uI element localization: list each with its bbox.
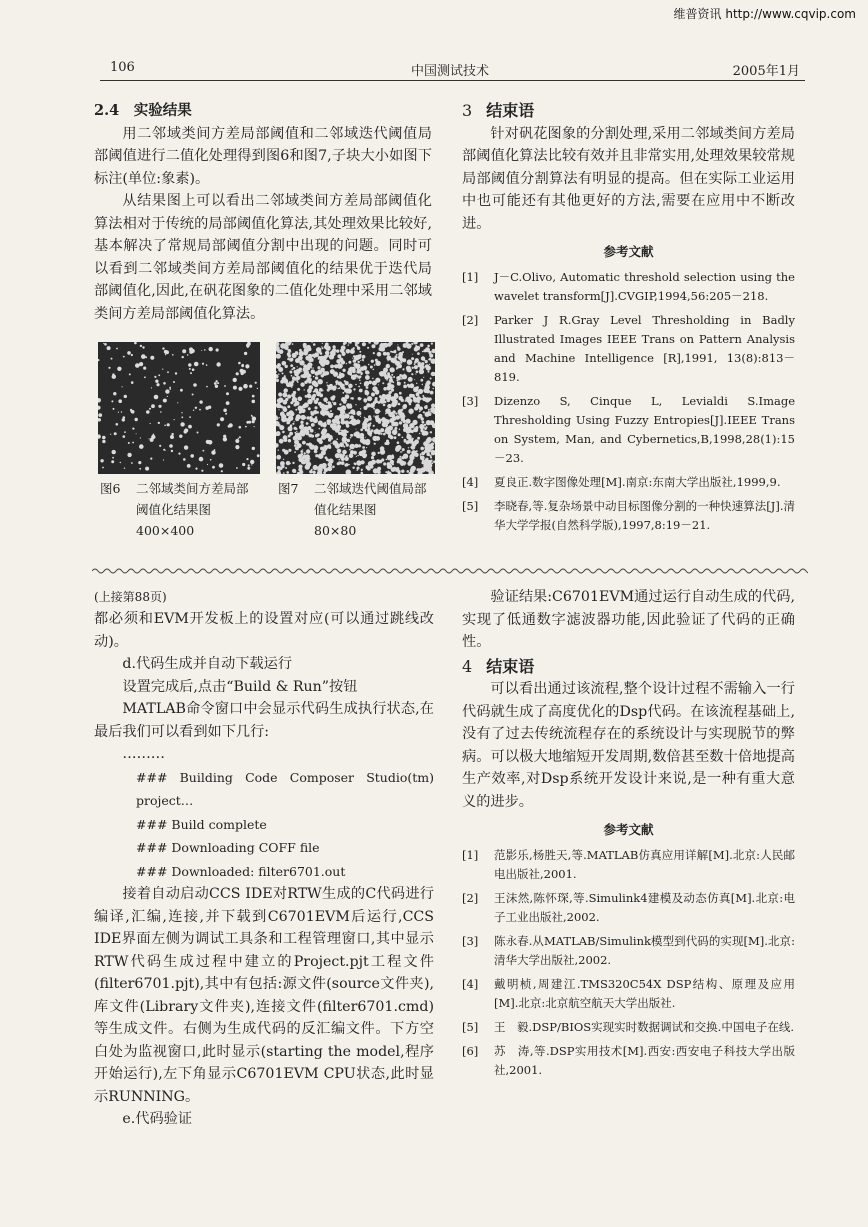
section-2-4-paragraph-1: 用二邻域类间方差局部阈值和二邻域迭代阈值局部阈值进行二值化处理得到图6和图7,子块大小如图下标注(单位:象素)。 xyxy=(94,125,432,187)
figure-6-image xyxy=(98,342,260,474)
top-reference-item xyxy=(462,268,795,306)
top-reference-item xyxy=(462,497,795,535)
figure-7-image xyxy=(276,342,435,474)
section-3-number: 3 xyxy=(462,101,473,120)
continuation-paragraph-4: 接着自动启动CCS IDE对RTW生成的C代码进行编译,汇编,连接,并下载到C6701EVM后运行,CCS IDE界面左侧为调试工具条和工程管理窗口,其中显示RTW代码生成过程中建立的Project.pjt工程文件(filter6701.pjt),其中有包括:源文件(source文件夹),库文件(Library文件夹),连接文件(filter6701.cmd)等生成文件。右侧为生成代码的反汇编文件。下方空白处为监视窗口,此时显示(starting the model,程序开始运行),左下角显示C6701EVM CPU状态,此时显示RUNNING。 xyxy=(94,886,434,1105)
reference-number: [1] xyxy=(462,847,479,862)
reference-text: J－C.Olivo, Automatic threshold selection using the wavelet transform[J].CVGIP,1994,56:205－218. xyxy=(494,269,795,303)
continuation-paragraph-1: 都必须和EVM开发板上的设置对应(可以通过跳线改动)。 xyxy=(94,611,434,650)
reference-number: [3] xyxy=(462,393,479,408)
figure-6-caption xyxy=(100,478,270,541)
top-right-column xyxy=(462,100,795,540)
continuation-note: (上接第88页) xyxy=(94,590,167,604)
reference-number: [5] xyxy=(462,498,479,513)
code-line: ### Downloaded: filter6701.out xyxy=(136,863,346,879)
page-number: 106 xyxy=(110,60,135,75)
section-4-paragraph: 可以看出通过该流程,整个设计过程不需输入一行代码就生成了高度优化的Dsp代码。在该流程基础上,没有了过去传统流程存在的系统设计与实现脱节的弊病。可以极大地缩短开发周期,数倍甚至数十倍地提高生产效率,对Dsp系统开发设计来说,是一种有重大意义的进步。 xyxy=(462,681,795,810)
references-bottom-title: 参考文献 xyxy=(603,822,654,837)
section-3-title: 结束语 xyxy=(486,101,535,120)
step-e-heading: e.代码验证 xyxy=(122,1111,193,1127)
reference-text: 夏良正.数字图像处理[M].南京:东南大学出版社,1999,9. xyxy=(494,474,781,489)
bottom-reference-item xyxy=(462,889,795,927)
section-2-4-paragraph-2: 从结果图上可以看出二邻域类间方差局部阈值化算法相对于传统的局部阈值化算法,其处理效果比较好,基本解决了常规局部阈值分割中出现的问题。同时可以看到二邻域类间方差局部阈值化的结果优于迭代局部阈值化,因此,在矾花图象的二值化处理中采用二邻域类间方差局部阈值化算法。 xyxy=(94,193,432,322)
reference-text: 王沫然,陈怀琛,等.Simulink4建模及动态仿真[M].北京:电子工业出版社,2002. xyxy=(494,890,795,924)
figure-7-caption-text: 二邻域迭代阈值局部值化结果图 xyxy=(314,481,427,517)
section-4-heading xyxy=(462,656,795,679)
code-output-block xyxy=(94,766,434,884)
bottom-right-column xyxy=(462,586,795,1085)
reference-text: Parker J R.Gray Level Thresholding in Badly Illustrated Images IEEE Trans on Pattern Analysis and Machine Intelligence [R],1991, 13(8):813－819. xyxy=(494,312,795,384)
code-line: ### Downloading COFF file xyxy=(136,840,320,855)
reference-number: [4] xyxy=(462,474,479,489)
reference-text: 陈永春.从MATLAB/Simulink模型到代码的实现[M].北京:清华大学出版社,2002. xyxy=(494,933,795,967)
reference-number: [6] xyxy=(462,1043,479,1058)
continuation-paragraph-2: 设置完成后,点击“Build & Run”按钮 xyxy=(122,678,358,695)
running-header xyxy=(100,60,800,82)
figure-6-size: 400×400 xyxy=(136,523,195,538)
reference-number: [4] xyxy=(462,976,479,991)
bottom-reference-item xyxy=(462,1042,795,1080)
figure-6-caption-text: 二邻域类间方差局部阈值化结果图 xyxy=(136,481,249,517)
reference-number: [5] xyxy=(462,1019,479,1034)
issue-date: 2005年1月 xyxy=(732,64,800,79)
code-line: ### Build complete xyxy=(136,816,267,832)
top-reference-item xyxy=(462,311,795,387)
reference-number: [3] xyxy=(462,933,479,948)
reference-text: 王 毅.DSP/BIOS实现实时数据调试和交换.中国电子在线. xyxy=(494,1019,794,1034)
continuation-paragraph-5: 验证结果:C6701EVM通过运行自动生成的代码,实现了低通数字滤波器功能,因此验证了代码的正确性。 xyxy=(462,589,795,650)
reference-text: 戴明桢,周建江.TMS320C54X DSP结构、原理及应用[M].北京:北京航空航天大学出版社. xyxy=(494,976,795,1010)
header-rule xyxy=(100,80,805,81)
section-3-heading xyxy=(462,100,795,123)
reference-text: 苏 涛,等.DSP实用技术[M].西安:西安电子科技大学出版社,2001. xyxy=(494,1043,795,1077)
section-3-paragraph: 针对矾花图象的分割处理,采用二邻域类间方差局部阈值化算法比较有效并且非常实用,处理效果较常规局部阈值分割算法有明显的提高。但在实际工业运用中也可能还有其他更好的方法,需要在应用中不断改进。 xyxy=(462,125,795,232)
section-4-title: 结束语 xyxy=(486,656,535,676)
journal-name: 中国测试技术 xyxy=(410,64,489,79)
bottom-reference-item xyxy=(462,846,795,884)
figure-6-label: 图6 xyxy=(100,481,121,496)
reference-text: Dizenzo S, Cinque L, Levialdi S.Image Thresholding Using Fuzzy Entropies[J].IEEE Trans on System, Man, and Cybernetics,B,1998,28(1):15－23. xyxy=(494,393,795,465)
references-bottom-list xyxy=(462,846,795,1080)
figure-7-label: 图7 xyxy=(278,481,299,496)
reference-text: 范影乐,杨胜天,等.MATLAB仿真应用详解[M].北京:人民邮电出版社,2001. xyxy=(494,847,795,881)
reference-text: 李晓春,等.复杂场景中动目标图像分割的一种快速算法[J].清华大学学报(自然科学版),1997,8:19－21. xyxy=(494,498,795,532)
bottom-reference-item xyxy=(462,1018,795,1037)
top-left-column xyxy=(94,100,432,325)
reference-number: [2] xyxy=(462,890,479,905)
section-divider xyxy=(92,567,808,575)
bottom-left-column xyxy=(94,586,434,1131)
top-reference-item xyxy=(462,392,795,468)
reference-number: [2] xyxy=(462,312,479,327)
reference-number: [1] xyxy=(462,269,479,284)
watermark: 维普资讯 http://www.cqvip.com xyxy=(673,7,856,21)
section-4-number: 4 xyxy=(462,656,473,676)
top-reference-item xyxy=(462,473,795,492)
bottom-reference-item xyxy=(462,975,795,1013)
step-d-heading: d.代码生成并自动下载运行 xyxy=(122,656,293,672)
figure-7-size: 80×80 xyxy=(314,523,357,538)
code-line: ### Building Code Composer Studio(tm) project… xyxy=(136,769,434,808)
section-2-4-title: 2.4 实验结果 xyxy=(94,102,192,119)
figure-7-caption xyxy=(278,478,448,541)
references-top-title: 参考文献 xyxy=(603,244,654,259)
bottom-reference-item xyxy=(462,932,795,970)
ellipsis: ……… xyxy=(122,746,165,762)
references-top-list xyxy=(462,268,795,535)
continuation-paragraph-3: MATLAB命令窗口中会显示代码生成执行状态,在最后我们可以看到如下几行: xyxy=(94,701,434,740)
